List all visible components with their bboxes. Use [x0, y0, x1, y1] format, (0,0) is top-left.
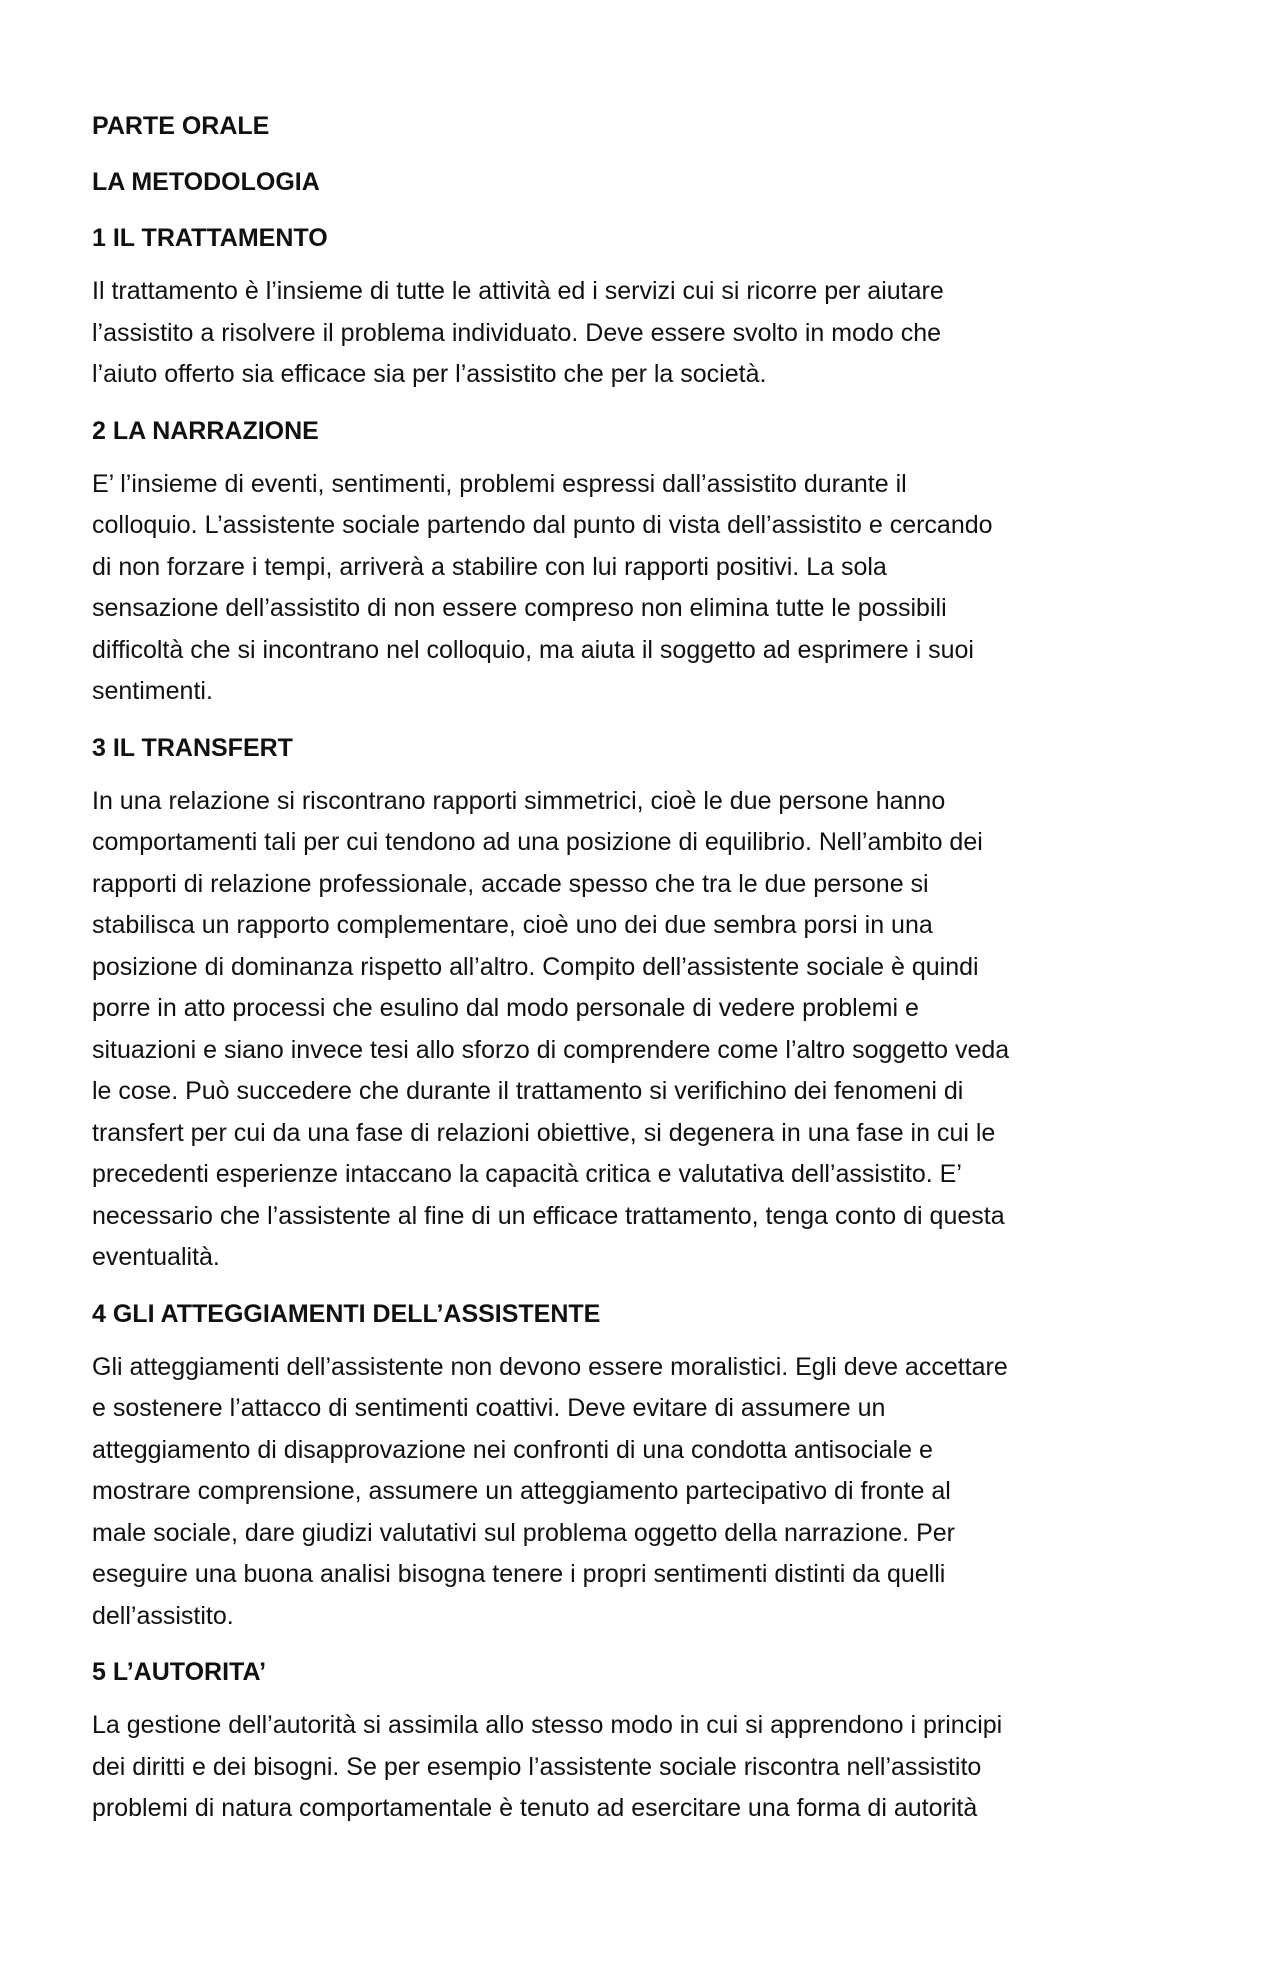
paragraph-line: e sostenere l’attacco di sentimenti coattivi. Deve evitare di assumere un	[92, 1394, 886, 1422]
paragraph-line: atteggiamento di disapprovazione nei confronti di una condotta antisociale e	[92, 1435, 933, 1464]
section-heading: 4 GLI ATTEGGIAMENTI DELL’ASSISTENTE	[92, 1299, 601, 1328]
paragraph-line: necessario che l’assistente al fine di un efficace trattamento, tenga conto di questa	[92, 1201, 1005, 1230]
document-subtitle: LA METODOLOGIA	[92, 168, 320, 196]
paragraph-line: le cose. Può succedere che durante il trattamento si verifichino dei fenomeni di	[92, 1077, 964, 1105]
section-transfert	[92, 734, 1182, 1279]
paragraph-line: E’ l’insieme di eventi, sentimenti, problemi espressi dall’assistito durante il	[92, 469, 907, 498]
paragraph-line: difficoltà che si incontrano nel colloquio, ma aiuta il soggetto ad esprimere i suoi	[92, 635, 974, 664]
section-heading: 2 LA NARRAZIONE	[92, 416, 319, 445]
section-heading: 1 IL TRATTAMENTO	[92, 224, 328, 252]
section-paragraph	[92, 1705, 1182, 1830]
section-paragraph	[92, 271, 1182, 396]
section-atteggiamenti	[92, 1300, 1182, 1638]
section-heading: 3 IL TRANSFERT	[92, 733, 293, 762]
section-paragraph	[92, 1347, 1182, 1638]
paragraph-line: rapporti di relazione professionale, accade spesso che tra le due persone si	[92, 869, 929, 898]
paragraph-line: dell’assistito.	[92, 1601, 234, 1630]
paragraph-line: di non forzare i tempi, arriverà a stabilire con lui rapporti positivi. La sola	[92, 552, 887, 581]
paragraph-line: Gli atteggiamenti dell’assistente non devono essere moralistici. Egli deve accettare	[92, 1352, 1008, 1381]
paragraph-line: l’aiuto offerto sia efficace sia per l’assistito che per la società.	[92, 360, 767, 388]
paragraph-line: eventualità.	[92, 1243, 220, 1271]
document-page	[92, 112, 1182, 1851]
paragraph-line: male sociale, dare giudizi valutativi sul problema oggetto della narrazione. Per	[92, 1518, 955, 1547]
paragraph-line: transfert per cui da una fase di relazioni obiettive, si degenera in una fase in cui le	[92, 1118, 996, 1147]
paragraph-line: In una relazione si riscontrano rapporti simmetrici, cioè le due persone hanno	[92, 786, 946, 815]
section-paragraph	[92, 464, 1182, 713]
section-autorita	[92, 1658, 1182, 1830]
section-paragraph	[92, 781, 1182, 1279]
paragraph-line: dei diritti e dei bisogni. Se per esempio l’assistente sociale riscontra nell’assistito	[92, 1752, 982, 1781]
document-title: PARTE ORALE	[92, 112, 270, 140]
paragraph-line: sentimenti.	[92, 677, 213, 705]
section-narrazione	[92, 417, 1182, 713]
section-trattamento	[92, 224, 1182, 396]
paragraph-line: comportamenti tali per cui tendono ad una posizione di equilibrio. Nell’ambito dei	[92, 828, 983, 856]
paragraph-line: l’assistito a risolvere il problema individuato. Deve essere svolto in modo che	[92, 318, 942, 347]
paragraph-line: eseguire una buona analisi bisogna tenere i propri sentimenti distinti da quelli	[92, 1560, 946, 1588]
paragraph-line: mostrare comprensione, assumere un atteggiamento partecipativo di fronte al	[92, 1477, 951, 1505]
paragraph-line: precedenti esperienze intaccano la capacità critica e valutativa dell’assistito. E’	[92, 1160, 962, 1188]
paragraph-line: porre in atto processi che esulino dal modo personale di vedere problemi e	[92, 994, 919, 1022]
paragraph-line: La gestione dell’autorità si assimila allo stesso modo in cui si apprendono i principi	[92, 1711, 1003, 1739]
paragraph-line: problemi di natura comportamentale è tenuto ad esercitare una forma di autorità	[92, 1794, 978, 1822]
paragraph-line: Il trattamento è l’insieme di tutte le attività ed i servizi cui si ricorre per aiutare	[92, 277, 944, 305]
paragraph-line: situazioni e siano invece tesi allo sforzo di comprendere come l’altro soggetto veda	[92, 1035, 1010, 1064]
paragraph-line: posizione di dominanza rispetto all’altro. Compito dell’assistente sociale è quindi	[92, 952, 979, 981]
paragraph-line: stabilisca un rapporto complementare, cioè uno dei due sembra porsi in una	[92, 911, 933, 939]
paragraph-line: sensazione dell’assistito di non essere compreso non elimina tutte le possibili	[92, 594, 947, 622]
paragraph-line: colloquio. L’assistente sociale partendo dal punto di vista dell’assistito e cercando	[92, 511, 993, 539]
section-heading: 5 L’AUTORITA’	[92, 1658, 267, 1686]
